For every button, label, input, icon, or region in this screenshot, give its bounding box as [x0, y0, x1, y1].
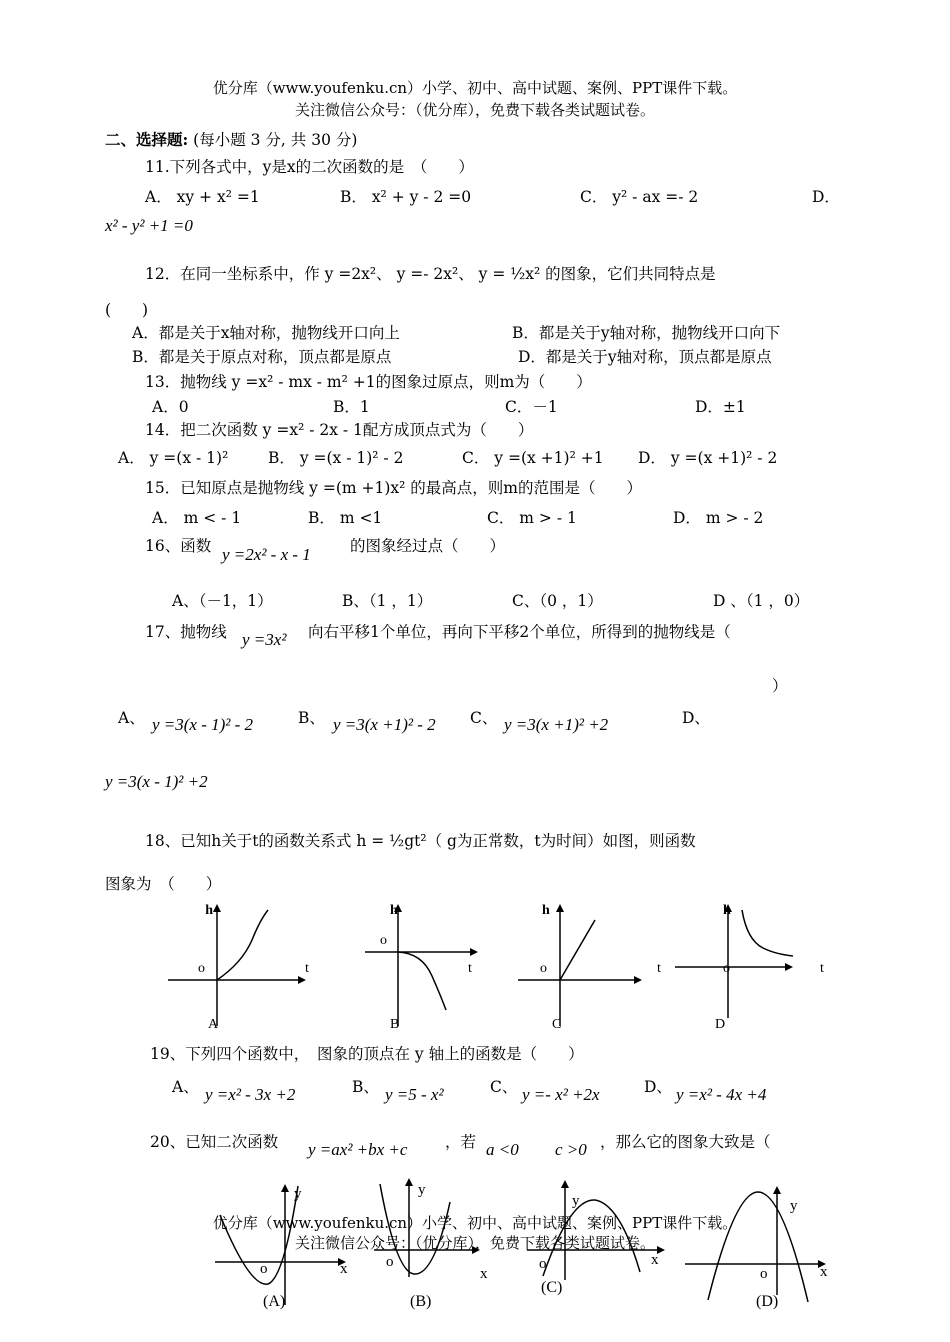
q16-option-a: A、（－1，1）	[172, 592, 273, 610]
q11-option-d: D．	[812, 188, 840, 206]
q19-b-label: B、	[352, 1078, 379, 1096]
q11-option-a: A． xy + x² =1	[145, 188, 260, 206]
q18-a-axis-h: h	[205, 903, 213, 918]
q15-option-c: C． m > - 1	[487, 509, 577, 527]
q13-option-d: D．±1	[695, 398, 746, 416]
q12-option-b: B．都是关于y轴对称，抛物线开口向下	[512, 324, 781, 342]
q18-d-axis-t-left: t	[657, 961, 661, 976]
q20-stem-c: ，那么它的图象大致是（	[600, 1133, 771, 1151]
q20-b-label: (B)	[410, 1293, 432, 1310]
q20-d-axis-x: x	[820, 1264, 828, 1280]
q13-option-a: A．0	[152, 398, 189, 416]
q20-expr: y =ax² +bx +c	[308, 1140, 408, 1159]
q20-d-axis-y: y	[790, 1198, 798, 1214]
q17-expr: y =3x²	[242, 630, 287, 649]
q14-option-b: B． y =(x - 1)² - 2	[268, 449, 404, 467]
q17-d-expr: y =3(x - 1)² +2	[105, 772, 208, 791]
header-line-2: 关注微信公众号：（优分库），免费下载各类试题试卷。	[294, 101, 655, 119]
q19-a-label: A、	[172, 1078, 199, 1096]
q18-c-origin: o	[540, 961, 547, 976]
q20-a-axis-x: x	[340, 1261, 348, 1277]
q14-option-c: C． y =(x +1)² +1	[462, 449, 604, 467]
q16-expr: y =2x² - x - 1	[222, 545, 311, 564]
q18-stem-b: 图象为 （ ）	[105, 875, 222, 893]
q11-option-b: B． x² + y - 2 =0	[340, 188, 472, 206]
q17-b-label: B、	[298, 709, 325, 727]
q18-b-label: B	[390, 1017, 400, 1032]
q12-option-d: D．都是关于y轴对称，顶点都是原点	[518, 348, 772, 366]
q19-stem: 19、下列四个函数中， 图象的顶点在 y 轴上的函数是（ ）	[150, 1045, 584, 1063]
q20-a-label: (A)	[263, 1293, 286, 1310]
q15-option-d: D． m > - 2	[673, 509, 764, 527]
q19-c-expr: y =- x² +2x	[522, 1085, 600, 1104]
q18-stem-a: 18、已知h关于t的函数关系式 h = ½gt²（ g为正常数，t为时间）如图，则函数	[145, 832, 696, 850]
q15-option-a: A． m < - 1	[152, 509, 242, 527]
q19-b-expr: y =5 - x²	[385, 1085, 444, 1104]
q17-stem-b: 向右平移1个单位，再向下平移2个单位，所得到的抛物线是（	[308, 623, 731, 641]
q20-a-axis-y: y	[294, 1186, 302, 1202]
q17-c-expr: y =3(x +1)² +2	[504, 715, 609, 734]
q12-option-c: B．都是关于原点对称，顶点都是原点	[132, 348, 392, 366]
q17-paren-close: ）	[772, 677, 788, 695]
q13-option-c: C．－1	[505, 398, 558, 416]
q16-option-d: D 、（1 ，0）	[713, 592, 810, 610]
q11-option-d-expr: x² - y² +1 =0	[105, 216, 193, 235]
q20-c-label: (C)	[541, 1279, 563, 1296]
q20-d-label: (D)	[756, 1293, 779, 1310]
q12-stem: 12．在同一坐标系中，作 y =2x²、 y =- 2x²、 y = ½x² 的图象，它们共同特点是	[145, 265, 716, 283]
q18-b-axis-t: t	[468, 961, 472, 976]
q20-c-origin: o	[539, 1256, 547, 1272]
header-line-1: 优分库（www.youfenku.cn）小学、初中、高中试题、案例、PPT课件下载。	[212, 79, 738, 97]
q18-c-label: C	[552, 1017, 562, 1032]
q18-d-axis-h: h	[723, 903, 731, 918]
q14-stem: 14．把二次函数 y =x² - 2x - 1配方成顶点式为（ ）	[145, 421, 534, 439]
q18-c-axis-h: h	[542, 903, 550, 918]
q18-a-axis-t: t	[305, 961, 309, 976]
q19-d-expr: y =x² - 4x +4	[676, 1085, 767, 1104]
q20-a-origin: o	[260, 1261, 268, 1277]
q17-a-expr: y =3(x - 1)² - 2	[152, 715, 254, 734]
q20-stem-b: ，若	[445, 1133, 477, 1151]
q17-stem-a: 17、抛物线	[145, 623, 227, 641]
q20-cond1: a <0	[486, 1140, 519, 1159]
q18-a-origin: o	[198, 961, 205, 976]
q11-option-c: C． y² - ax =- 2	[580, 188, 699, 206]
q20-c-axis-y: y	[572, 1193, 580, 1209]
q17-b-expr: y =3(x +1)² - 2	[333, 715, 436, 734]
q13-option-b: B．1	[333, 398, 370, 416]
q15-option-b: B． m <1	[308, 509, 383, 527]
section-title: 二、选择题:	[105, 130, 189, 149]
q20-stem-a: 20、已知二次函数	[150, 1133, 279, 1151]
q18-d-axis-t: t	[820, 961, 824, 976]
footer-line-1: 优分库（www.youfenku.cn）小学、初中、高中试题、案例、PPT课件下载。	[212, 1214, 738, 1232]
q19-a-expr: y =x² - 3x +2	[205, 1085, 296, 1104]
q18-a-label: A	[208, 1017, 219, 1032]
q11-stem: 11.下列各式中，y是x的二次函数的是 （ ）	[145, 158, 474, 176]
q18-d-origin: o	[723, 961, 730, 976]
q20-b-axis-x: x	[480, 1266, 488, 1282]
q20-b-origin: o	[386, 1254, 394, 1270]
q20-c-axis-x: x	[651, 1252, 659, 1268]
q17-c-label: C、	[470, 709, 498, 727]
q14-option-d: D． y =(x +1)² - 2	[638, 449, 778, 467]
q18-graph-a	[160, 898, 310, 1033]
section-heading	[105, 128, 357, 150]
q16-option-b: B、（1 ，1）	[342, 592, 433, 610]
q18-b-axis-h: h	[390, 903, 398, 918]
q13-stem: 13．抛物线 y =x² - mx - m² +1的图象过原点，则m为（ ）	[145, 373, 592, 391]
q18-graph-d	[655, 898, 840, 1033]
q19-d-label: D、	[644, 1078, 672, 1096]
q20-cond2: c >0	[555, 1140, 587, 1159]
q16-stem-b: 的图象经过点（ ）	[350, 537, 506, 555]
q20-d-origin: o	[760, 1266, 768, 1282]
q14-option-a: A． y =(x - 1)²	[118, 449, 229, 467]
q18-graph-c	[510, 898, 650, 1033]
q18-b-origin: o	[380, 933, 387, 948]
q17-a-label: A、	[118, 709, 145, 727]
q16-stem-a: 16、函数	[145, 537, 212, 555]
q12-paren: ( )	[105, 301, 149, 319]
q16-option-c: C、（0 ，1）	[512, 592, 603, 610]
section-note: (每小题 3 分, 共 30 分)	[193, 131, 358, 149]
q12-option-a: A．都是关于x轴对称，抛物线开口向上	[132, 324, 400, 342]
q20-b-axis-y: y	[418, 1182, 426, 1198]
q19-c-label: C、	[490, 1078, 518, 1096]
q15-stem: 15．已知原点是抛物线 y =(m +1)x² 的最高点，则m的范围是（ ）	[145, 479, 642, 497]
q18-graph-b	[360, 898, 490, 1033]
footer-line-2: 关注微信公众号：（优分库），免费下载各类试题试卷。	[294, 1234, 655, 1252]
q17-d-label: D、	[682, 709, 710, 727]
q18-d-label: D	[715, 1017, 726, 1032]
